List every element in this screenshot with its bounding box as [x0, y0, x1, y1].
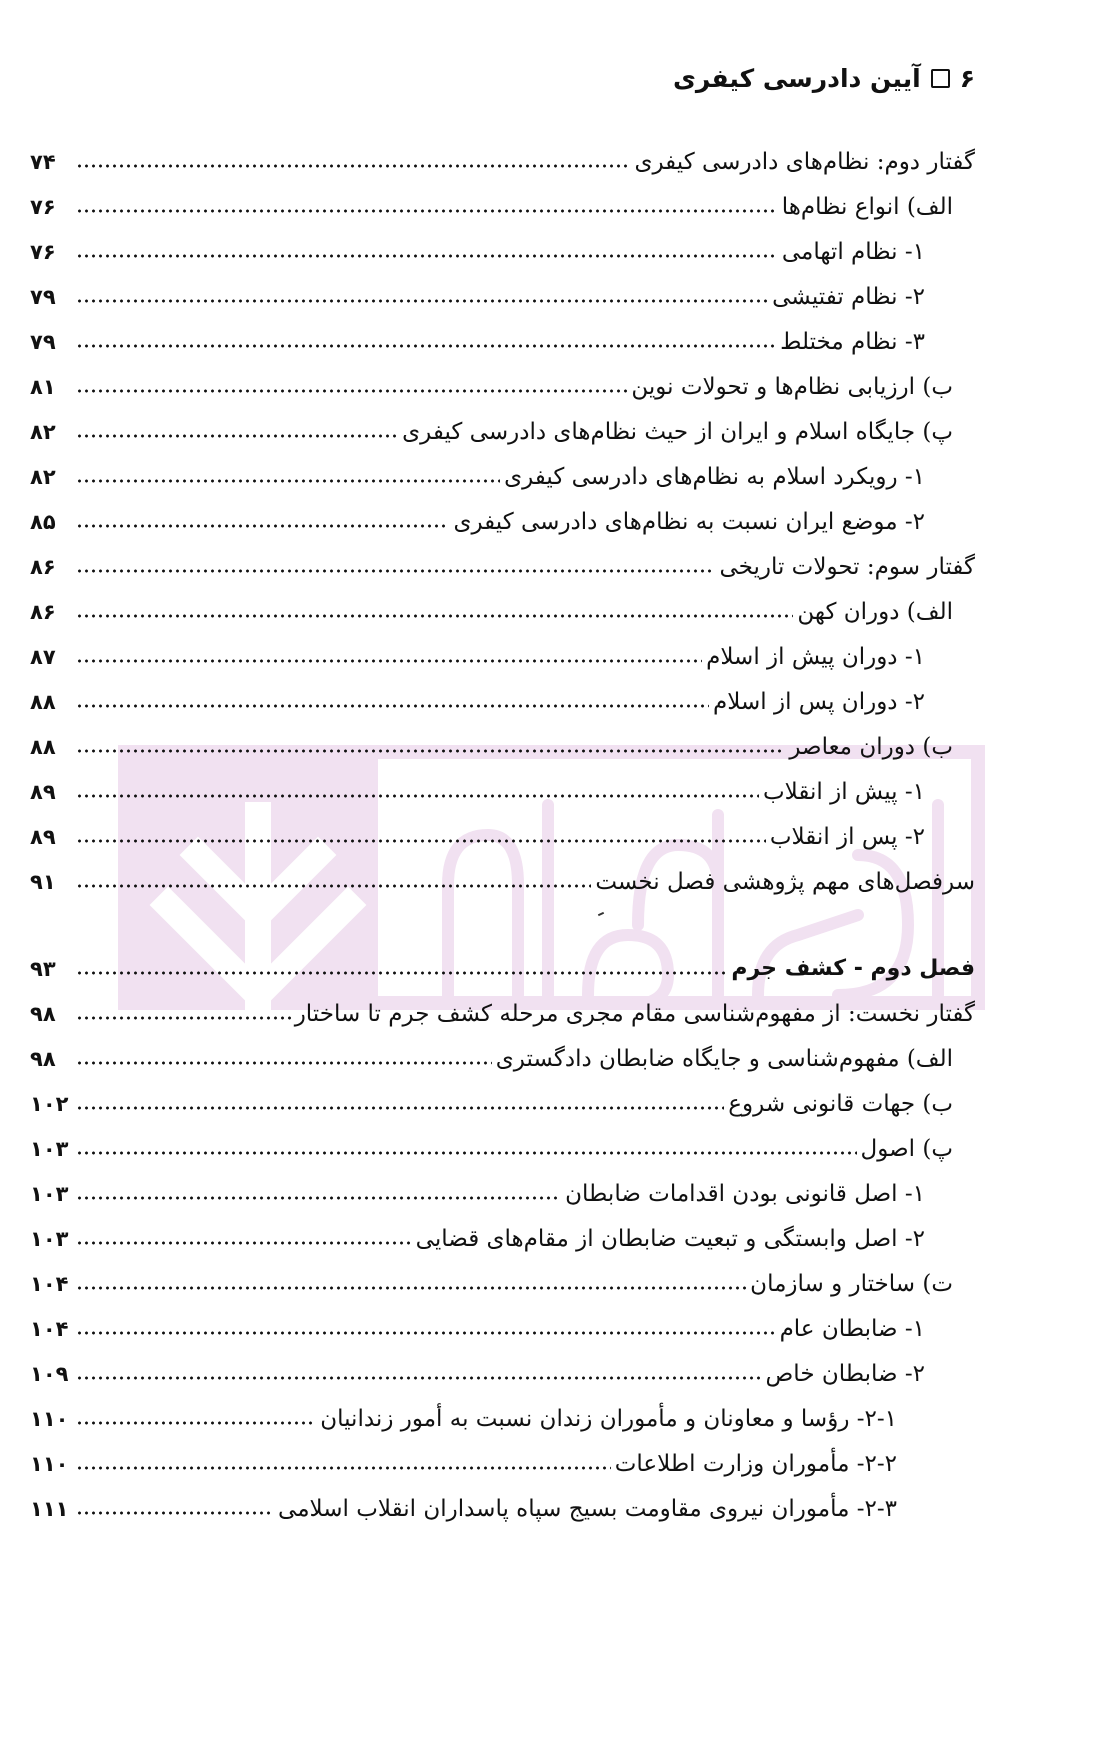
toc-entry [30, 677, 975, 717]
toc-entry-page: ۱۰۴ [30, 1272, 69, 1296]
toc-entry [30, 989, 975, 1029]
toc-entry-title: گفتار سوم: تحولات تاریخی [719, 554, 975, 580]
toc-entry-page: ۸۷ [30, 645, 56, 669]
toc-entry [30, 1484, 975, 1524]
toc-entry [30, 182, 975, 222]
toc-entry-title: ۲- موضع ایران نسبت به نظام‌های دادرسی کیفری [453, 509, 925, 535]
toc-entry [30, 1124, 975, 1164]
toc-entry-page: ۹۳ [30, 957, 56, 981]
toc-entry-title: ۲-۲- مأموران وزارت اطلاعات [614, 1451, 897, 1477]
toc-entry-title: پ) جایگاه اسلام و ایران از حیث نظام‌های دادرسی کیفری [402, 419, 953, 445]
toc-entry [30, 1439, 975, 1479]
toc-entry-page: ۷۹ [30, 330, 56, 354]
book-title: آیین دادرسی کیفری [672, 64, 921, 93]
toc-entry-page: ۱۱۱ [30, 1497, 69, 1521]
dot-leader [76, 1419, 316, 1427]
dot-leader [76, 252, 778, 260]
toc-entry-title: ۲-۱- رؤسا و معاونان و مأموران زندان نسبت به أمور زندانیان [320, 1406, 897, 1432]
toc-entry-page: ۸۶ [30, 600, 56, 624]
toc-entry-page: ۱۰۴ [30, 1317, 69, 1341]
page-number: ۶ [959, 64, 975, 93]
toc-entry-page: ۸۸ [30, 690, 56, 714]
toc-entry-page: ۸۶ [30, 555, 56, 579]
toc-entry-title: ۲-۳- مأموران نیروی مقاومت بسیج سپاه پاسداران انقلاب اسلامی [278, 1496, 897, 1522]
toc-entry-title: ب) دوران معاصر [789, 734, 953, 760]
dot-leader [76, 702, 709, 710]
toc-entry-title: ۱- دوران پیش از اسلام [706, 644, 925, 670]
dot-leader [76, 1059, 492, 1067]
dot-leader [76, 657, 702, 665]
toc-entry [30, 227, 975, 267]
dot-leader [76, 162, 630, 170]
toc-entry-title: ت) ساختار و سازمان [750, 1271, 953, 1297]
toc-entry-title: ب) ارزیابی نظام‌ها و تحولات نوین [631, 374, 953, 400]
toc-entry-page: ۱۱۰ [30, 1407, 69, 1431]
toc-entry-page: ۹۱ [30, 870, 56, 894]
toc-entry-page: ۸۱ [30, 375, 56, 399]
toc-entry [30, 1169, 975, 1209]
toc-entry-title: گفتار نخست: از مفهوم‌شناسی مقام مجری مرحله کشف جرم تا ساختار [294, 1001, 975, 1027]
toc-entry-page: ۹۸ [30, 1002, 56, 1026]
toc-entry [30, 1034, 975, 1074]
toc-entry [30, 1394, 975, 1434]
dot-leader [76, 612, 793, 620]
toc-chapter-heading [30, 944, 975, 984]
toc-entry-page: ۷۴ [30, 150, 56, 174]
toc-entry [30, 1214, 975, 1254]
dot-leader [76, 1284, 746, 1292]
toc-entry-page: ۷۶ [30, 240, 56, 264]
toc-entry [30, 137, 975, 177]
toc-entry-page: ۸۹ [30, 825, 56, 849]
toc-entry-page: ۷۶ [30, 195, 56, 219]
toc-entry-page: ۱۰۹ [30, 1362, 69, 1386]
toc-entry [30, 1079, 975, 1119]
toc-entry-title: ۱- نظام اتهامی [781, 239, 925, 265]
toc-entry [30, 857, 975, 897]
dot-leader [76, 792, 759, 800]
dot-leader [76, 1149, 857, 1157]
toc-entry [30, 542, 975, 582]
dot-leader [76, 342, 776, 350]
toc-entry [30, 767, 975, 807]
toc-entry [30, 272, 975, 312]
toc-entry-title: ۱- ضابطان عام [779, 1316, 925, 1342]
toc-entry [30, 497, 975, 537]
toc-entry-page: ۹۸ [30, 1047, 56, 1071]
toc-entry-page: ۸۹ [30, 780, 56, 804]
dot-leader [76, 837, 766, 845]
toc-entry [30, 587, 975, 627]
dot-leader [76, 1464, 611, 1472]
page-header [673, 64, 975, 93]
dot-leader [76, 207, 778, 215]
toc-entry-title: ۱- رویکرد اسلام به نظام‌های دادرسی کیفری [504, 464, 925, 490]
toc-entry-page: ۸۸ [30, 735, 56, 759]
dot-leader [76, 969, 727, 977]
square-bullet-icon [931, 69, 950, 88]
toc-entry [30, 1304, 975, 1344]
toc-entry [30, 1259, 975, 1299]
toc-entry-title: سرفصل‌های مهم پژوهشی فصل نخست [595, 869, 975, 895]
toc-entry-page: ۱۰۳ [30, 1227, 69, 1251]
toc-entry [30, 452, 975, 492]
dot-leader [76, 882, 591, 890]
dot-leader [76, 747, 785, 755]
toc-entry-title: گفتار دوم: نظام‌های دادرسی کیفری [634, 149, 975, 175]
toc-entry-title: فصل دوم - کشف جرم [731, 956, 975, 981]
toc-entry-page: ۱۰۳ [30, 1182, 69, 1206]
dot-leader [76, 1239, 412, 1247]
toc-entry-page: ۱۰۲ [30, 1092, 69, 1116]
dot-leader [76, 522, 449, 530]
toc-entry-title: ۲- دوران پس از اسلام [713, 689, 925, 715]
dot-leader [76, 1194, 561, 1202]
toc-entry-title: الف) دوران کهن [797, 599, 953, 625]
toc-entry-title: ب) جهات قانونی شروع [728, 1091, 953, 1117]
dot-leader [76, 477, 500, 485]
toc-entry-page: ۷۹ [30, 285, 56, 309]
toc-entry-title: ۱- پیش از انقلاب [762, 779, 925, 805]
dot-leader [76, 1329, 776, 1337]
toc-entry-page: ۸۵ [30, 510, 56, 534]
toc-entry-title: ۳- نظام مختلط [780, 329, 925, 355]
dot-leader [76, 1509, 274, 1517]
dot-leader [76, 1104, 724, 1112]
toc-entry [30, 407, 975, 447]
toc-entry-page: ۱۱۰ [30, 1452, 69, 1476]
toc-entry [30, 632, 975, 672]
dot-leader [76, 1374, 762, 1382]
toc-entry [30, 812, 975, 852]
dot-leader [76, 387, 627, 395]
toc-entry [30, 317, 975, 357]
toc-entry-title: الف) انواع نظام‌ها [781, 194, 953, 220]
toc-entry-title: ۲- اصل وابستگی و تبعیت ضابطان از مقام‌های قضایی [415, 1226, 925, 1252]
toc-entry-title: ۲- نظام تفتیشی [772, 284, 925, 310]
toc-entry-title: الف) مفهوم‌شناسی و جایگاه ضابطان دادگستری [495, 1046, 953, 1072]
toc-entry-title: ۱- اصل قانونی بودن اقدامات ضابطان [565, 1181, 925, 1207]
dot-leader [76, 1014, 291, 1022]
toc-entry-page: ۸۲ [30, 465, 56, 489]
dot-leader [76, 432, 398, 440]
toc-entry [30, 1349, 975, 1389]
toc-entry-page: ۱۰۳ [30, 1137, 69, 1161]
toc-entry [30, 362, 975, 402]
toc-entry-title: ۲- ضابطان خاص [765, 1361, 925, 1387]
toc-entry [30, 722, 975, 762]
toc-entry-title: پ) اصول [860, 1136, 953, 1162]
dot-leader [76, 567, 715, 575]
toc-entry-page: ۸۲ [30, 420, 56, 444]
toc-entry-title: ۲- پس از انقلاب [769, 824, 925, 850]
dot-leader [76, 297, 768, 305]
